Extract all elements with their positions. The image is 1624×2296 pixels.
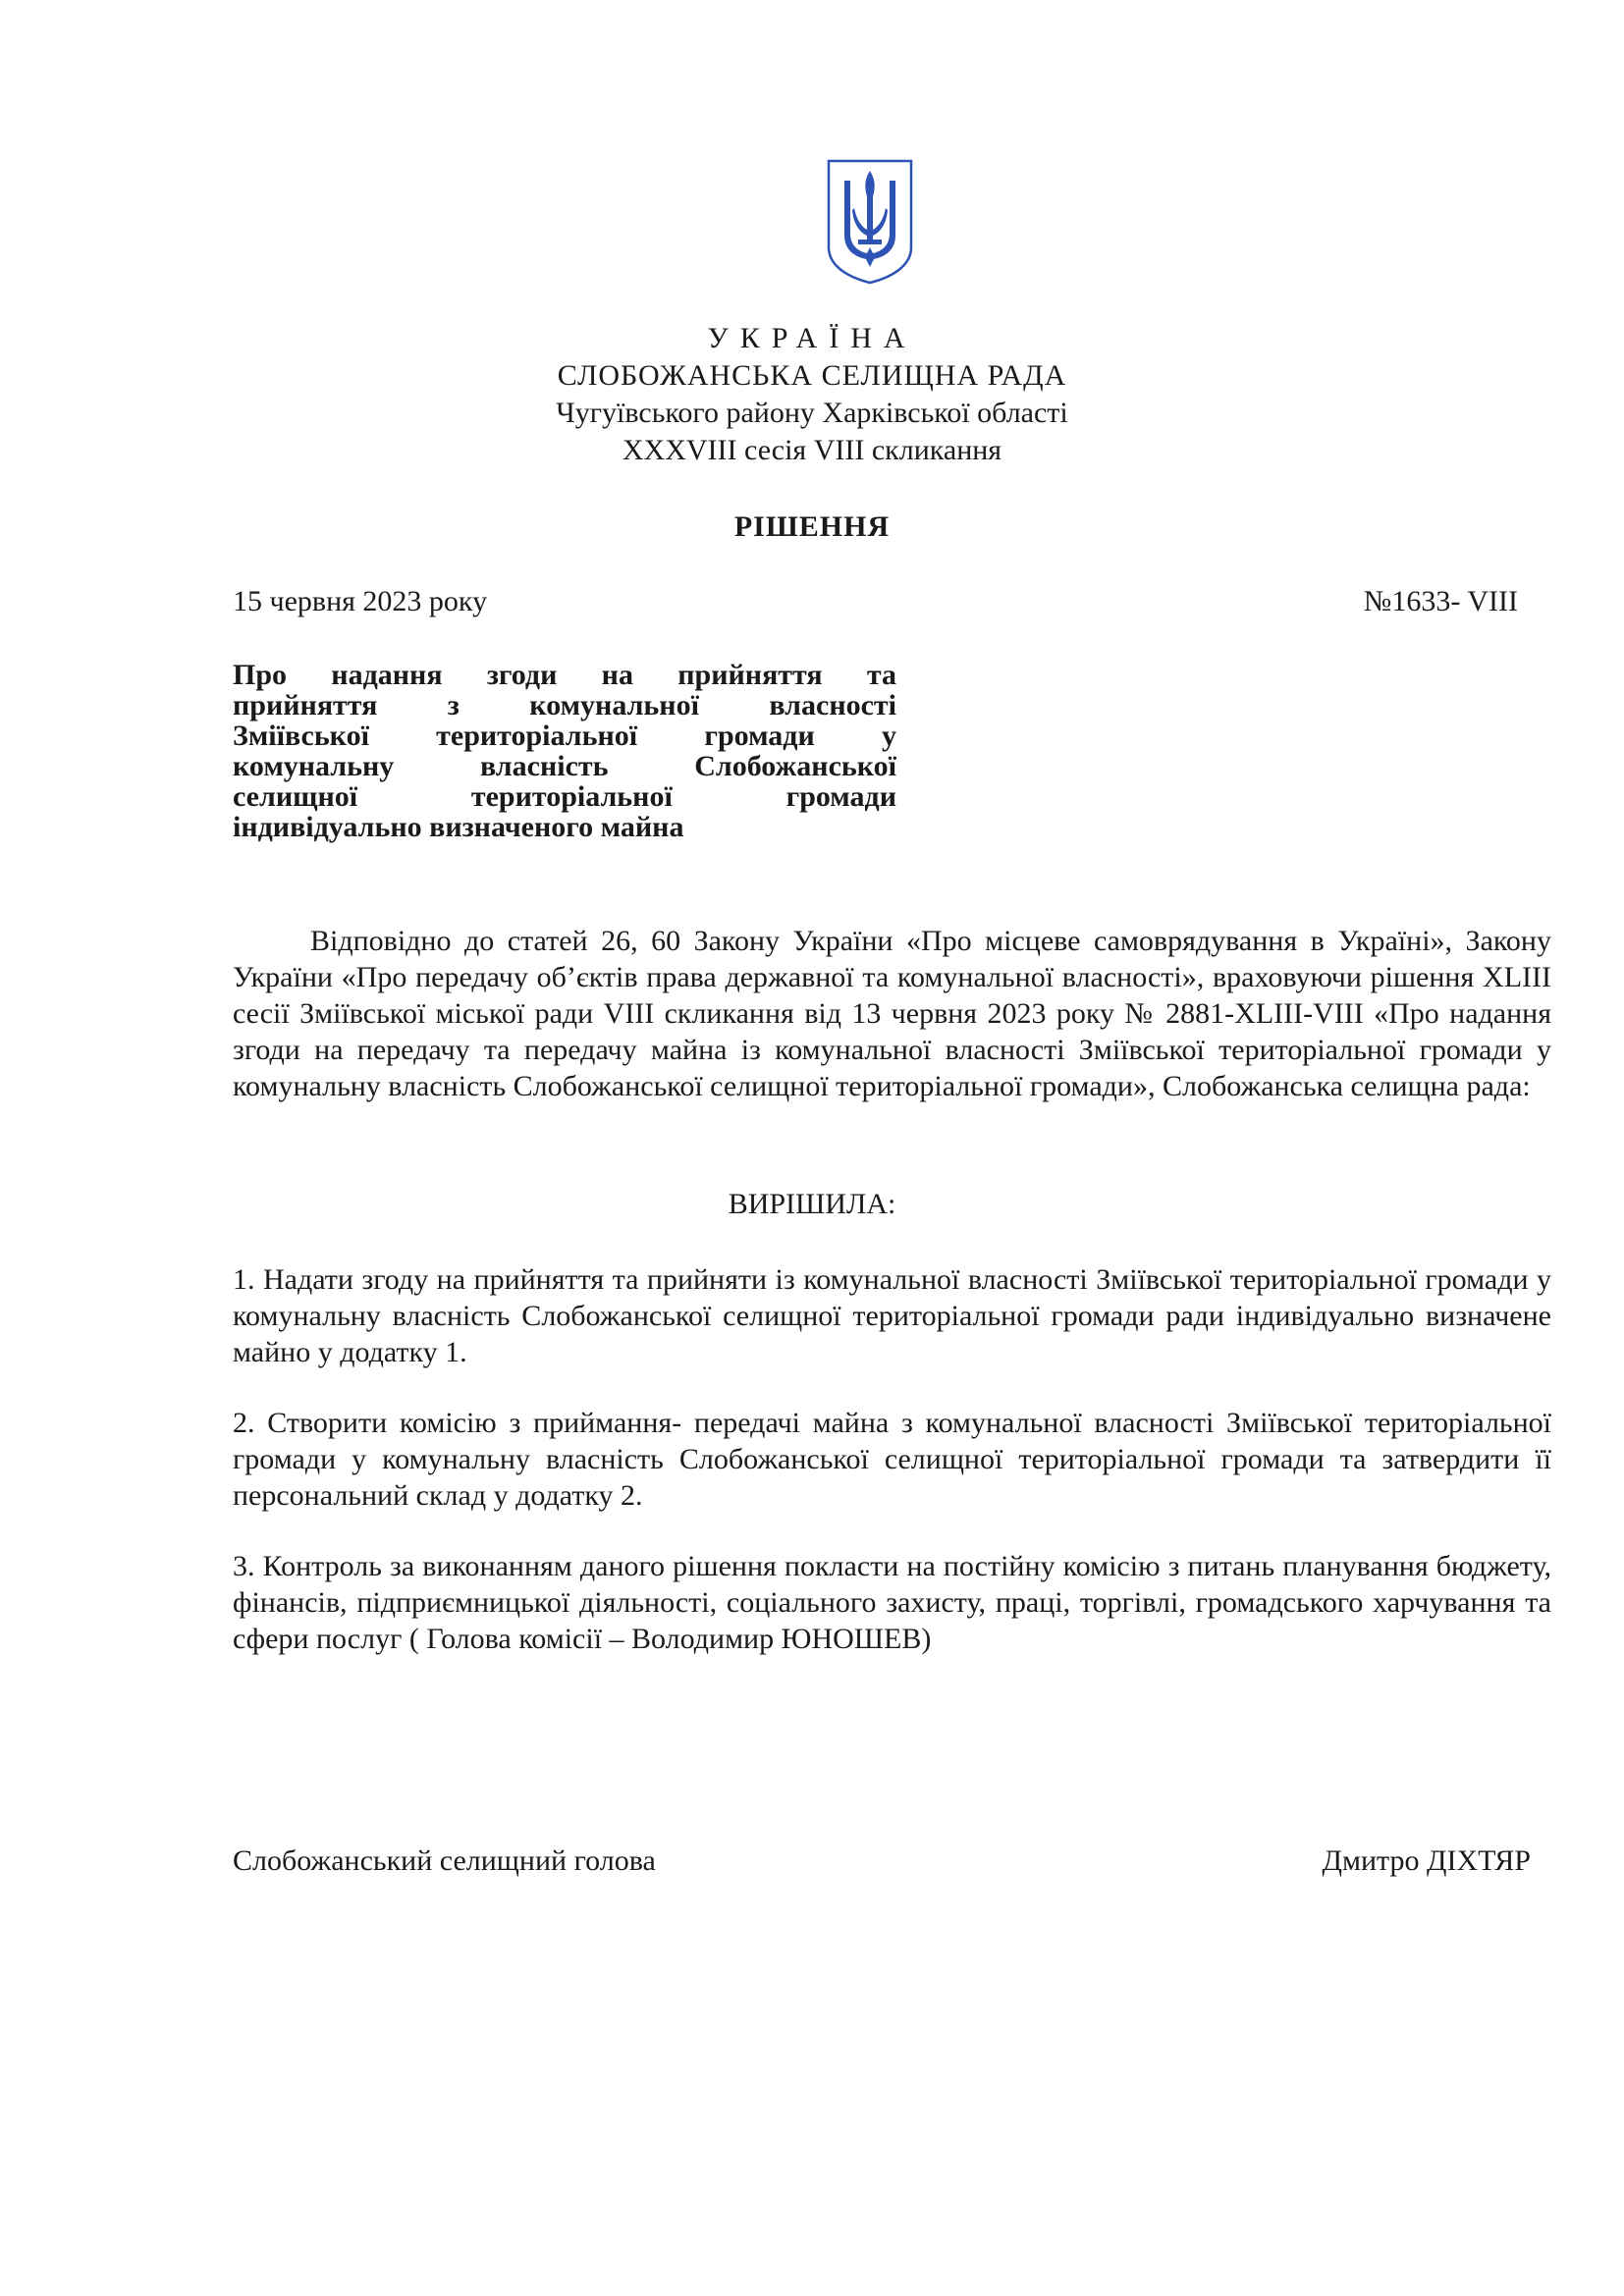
signatory-name: Дмитро ДІХТЯР: [1322, 1844, 1531, 1877]
subject-line: Зміївської територіальної громади у: [233, 720, 896, 752]
subject-line: селищної територіальної громади: [233, 780, 896, 813]
decision-number: №1633- VIII: [1363, 585, 1518, 617]
coat-of-arms-of-ukraine-icon: [825, 157, 915, 285]
decision-point-2: 2. Створити комісію з приймання- передачі майна з комунальної власності Зміївської територіальної громади у комунальну власність Слобожанської селищної територіальної громади та затвердити її персональний склад у додатку 2.: [233, 1407, 1551, 1512]
country-name: УКРАЇНА: [707, 322, 917, 354]
council-name: СЛОБОЖАНСЬКА СЕЛИЩНА РАДА: [557, 359, 1067, 392]
decision-subject: [233, 660, 896, 842]
subject-line: Про надання згоди на прийняття та: [233, 659, 896, 691]
subject-line: комунальну власність Слобожанської: [233, 750, 896, 782]
document-title: РІШЕННЯ: [733, 510, 891, 543]
session-info: XXXVIII сесія VIII скликання: [622, 434, 1002, 466]
preamble-paragraph: Відповідно до статей 26, 60 Закону України «Про місцеве самоврядування в Україні», Закону України «Про передачу об’єктів права державної та комунальної власності», враховуючи рішення XLIII сесії Зміївської міської ради VIII скликання від 13 червня 2023 року № 2881-XLIII-VIII «Про надання згоди на передачу та передачу майна із комунальної власності Зміївської територіальної громади у комунальну власність Слобожанської селищної територіальної громади», Слобожанська селищна рада:: [233, 925, 1551, 1102]
decided-heading: ВИРІШИЛА:: [728, 1188, 896, 1220]
district-name: Чугуївського району Харківської області: [556, 397, 1068, 429]
decision-point-1: 1. Надати згоду на прийняття та прийняти із комунальної власності Зміївської територіальної громади у комунальну власність Слобожанської селищної територіальної громади ради індивідуально визначене майно у додатку 1.: [233, 1263, 1551, 1368]
decision-point-3: 3. Контроль за виконанням даного рішення покласти на постійну комісію з питань планування бюджету, фінансів, підприємницької діяльності, соціального захисту, праці, торгівлі, громадського харчування та сфери послуг ( Голова комісії – Володимир ЮНОШЕВ): [233, 1550, 1551, 1655]
subject-line: індивідуально визначеного майна: [233, 811, 684, 843]
signatory-role: Слобожанський селищний голова: [233, 1844, 656, 1877]
subject-line: прийняття з комунальної власності: [233, 689, 896, 721]
decision-date: 15 червня 2023 року: [233, 585, 488, 617]
